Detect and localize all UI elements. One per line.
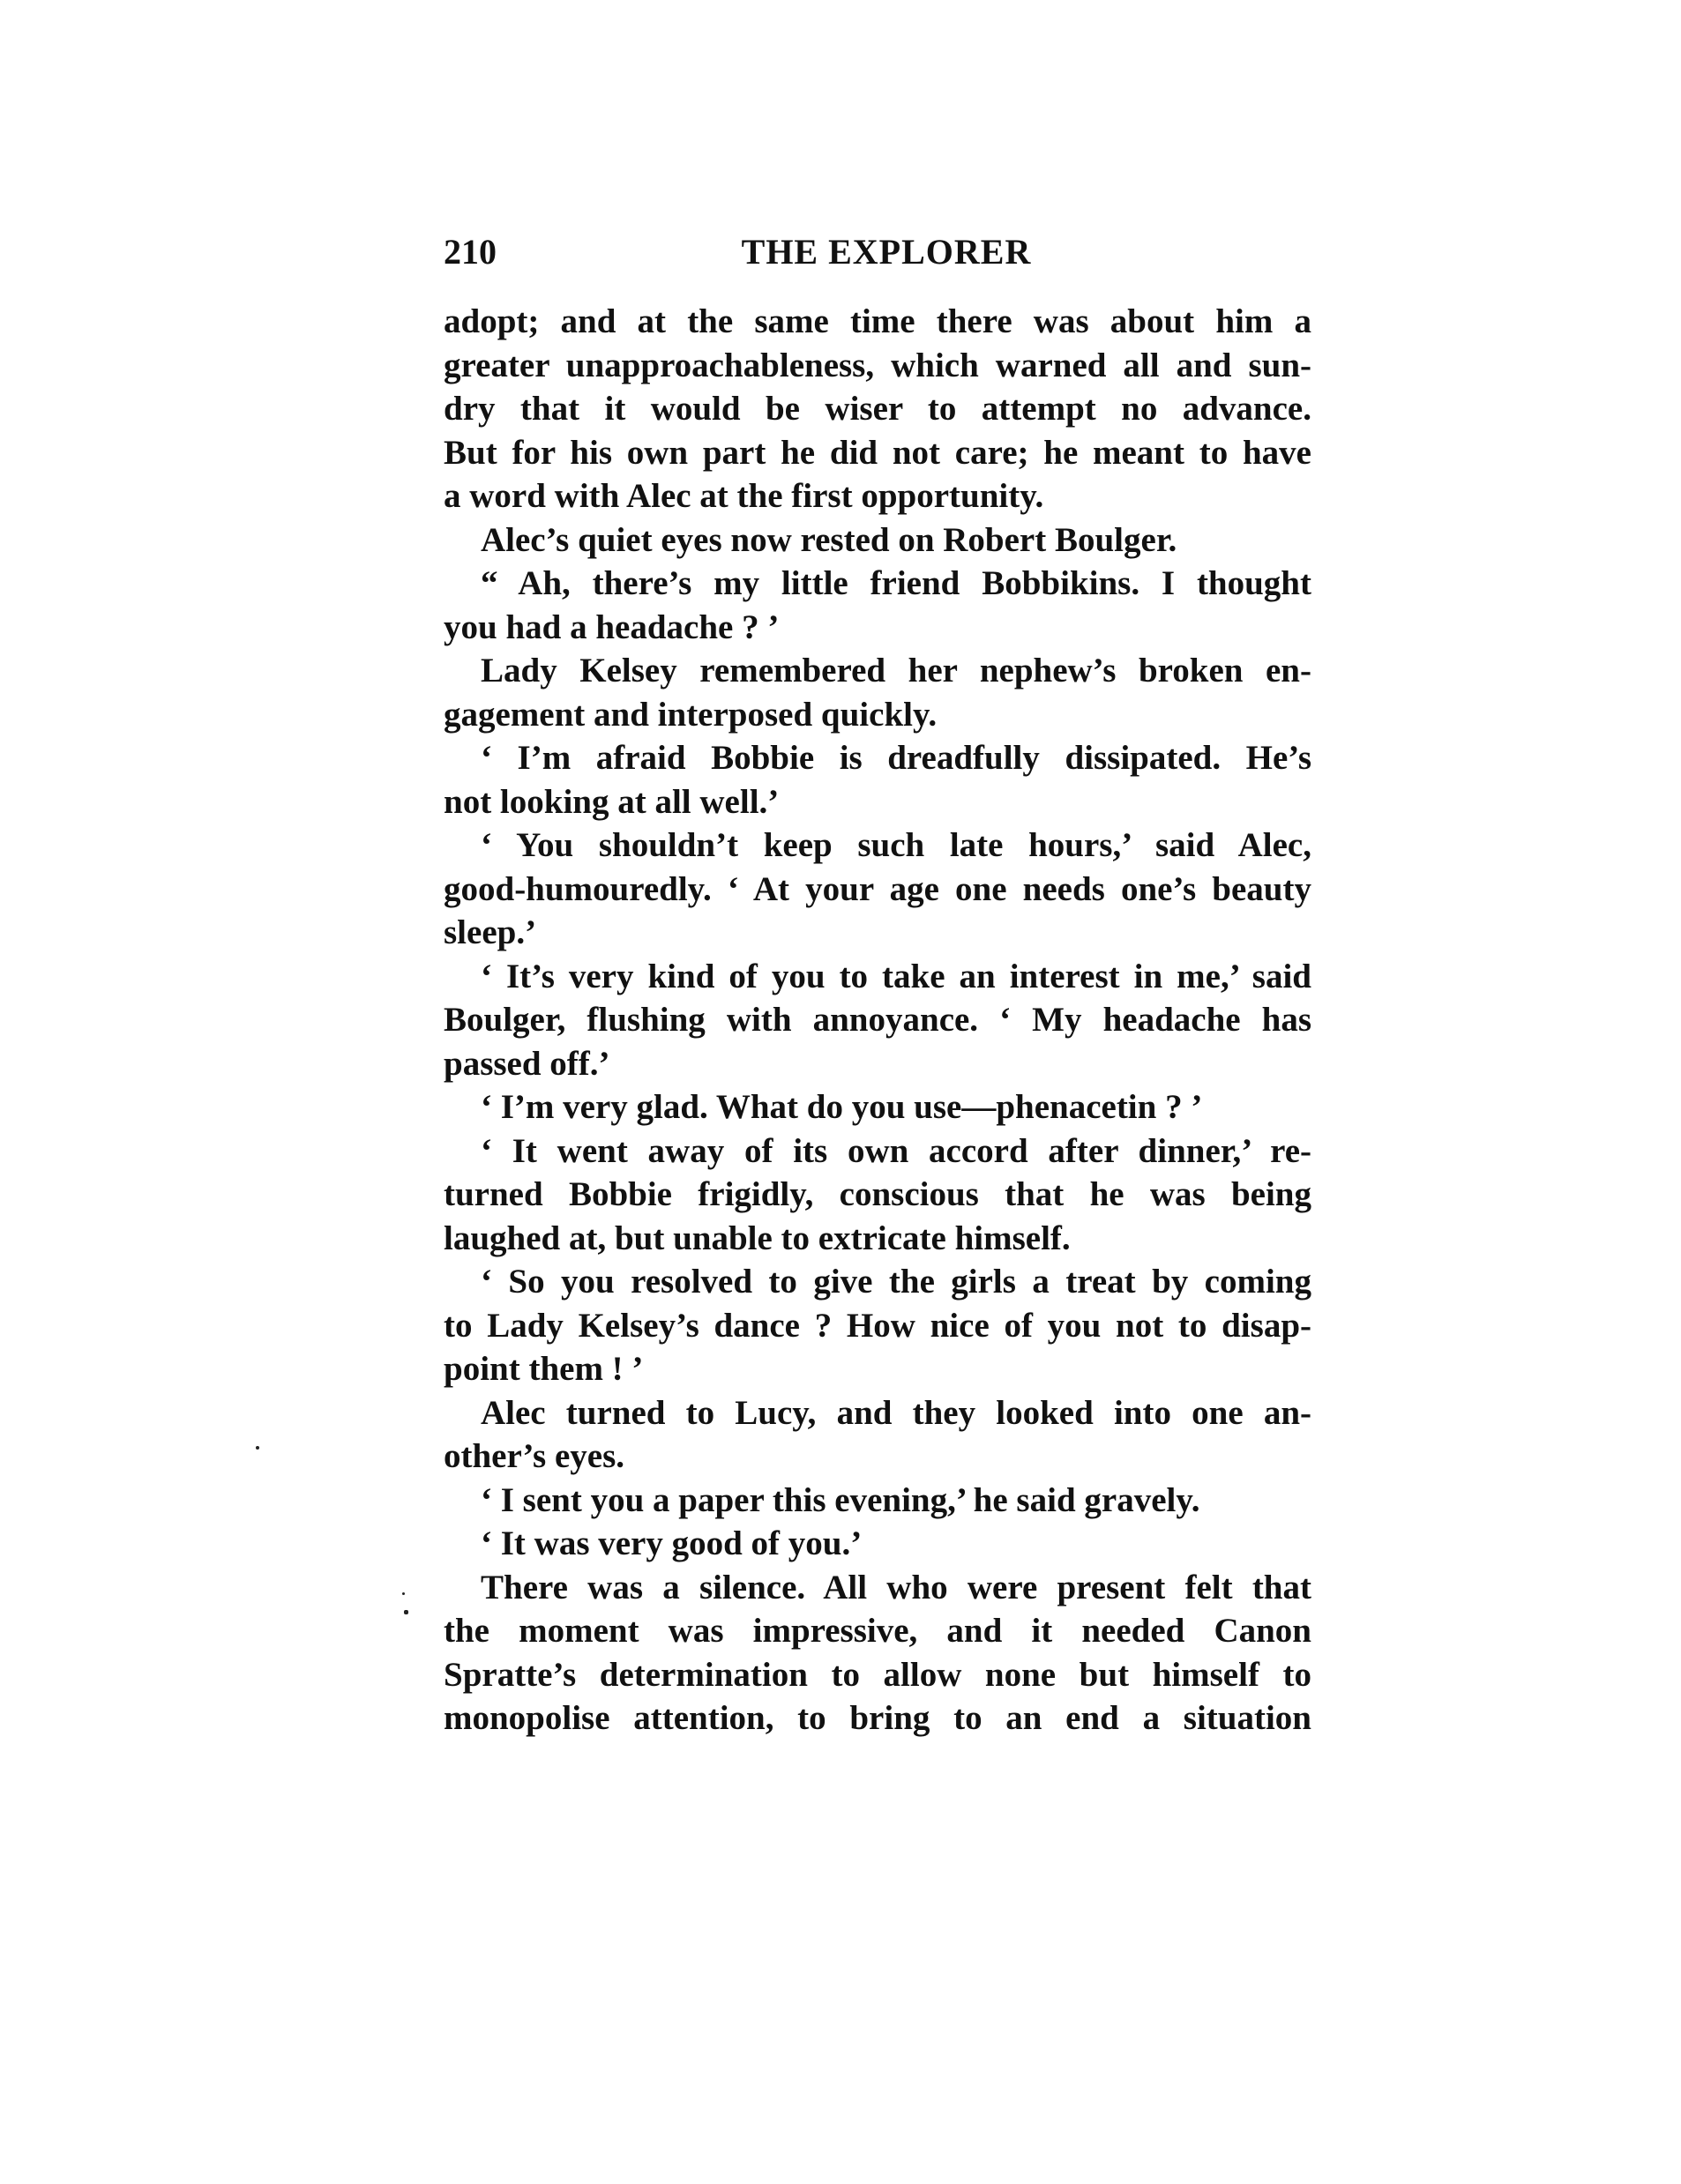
running-title: THE EXPLORER [741, 232, 1032, 272]
text-line: point them ! ’ [444, 1350, 644, 1388]
text-line: monopolise attention, to bring to an end a situation [444, 1699, 1311, 1737]
text-line: turned Bobbie frigidly, conscious that he was being [444, 1175, 1311, 1213]
running-header [444, 231, 1311, 275]
text-line: other’s eyes. [444, 1437, 625, 1475]
text-line: greater unapproachableness, which warned all and sun- [444, 346, 1311, 384]
text-line: a word with Alec at the first opportunity. [444, 477, 1044, 515]
text-line: ‘ So you resolved to give the girls a treat by coming [481, 1263, 1311, 1301]
text-line: sleep.’ [444, 913, 537, 951]
text-line: passed off.’ [444, 1044, 610, 1083]
text-line: Alec turned to Lucy, and they looked into one an- [481, 1393, 1311, 1432]
text-line: ‘ It’s very kind of you to take an interest in me,’ said [481, 957, 1311, 995]
text-line: not looking at all well.’ [444, 782, 780, 821]
text-line: ‘ It was very good of you.’ [481, 1524, 863, 1562]
text-line: “ Ah, there’s my little friend Bobbikins. I thought [481, 564, 1311, 602]
text-line: laughed at, but unable to extricate himself. [444, 1219, 1071, 1257]
text-line: Alec’s quiet eyes now rested on Robert Boulger. [481, 520, 1177, 559]
text-line: Spratte’s determination to allow none but himself to [444, 1655, 1311, 1694]
page-number: 210 [444, 232, 497, 272]
text-line: Boulger, flushing with annoyance. ‘ My headache has [444, 1001, 1311, 1039]
scan-speck [256, 1446, 259, 1450]
text-line: adopt; and at the same time there was about him a [444, 302, 1311, 340]
text-line: ‘ You shouldn’t keep such late hours,’ said Alec, [481, 826, 1311, 864]
text-line: But for his own part he did not care; he meant to have [444, 433, 1311, 472]
scan-speck [404, 1610, 408, 1614]
text-line: good-humouredly. ‘ At your age one needs one’s beauty [444, 869, 1311, 908]
scan-speck [402, 1592, 405, 1595]
text-line: There was a silence. All who were present felt that [481, 1568, 1311, 1606]
text-line: dry that it would be wiser to attempt no advance. [444, 390, 1311, 428]
text-line: ‘ I’m afraid Bobbie is dreadfully dissipated. He’s [481, 739, 1311, 777]
text-line: Lady Kelsey remembered her nephew’s broken en- [481, 652, 1311, 689]
text-line: ‘ I’m very glad. What do you use—phenacetin ? ’ [481, 1088, 1203, 1126]
text-line: to Lady Kelsey’s dance ? How nice of you not to disap- [444, 1306, 1311, 1345]
text-line: you had a headache ? ’ [444, 607, 780, 646]
text-line: ‘ I sent you a paper this evening,’ he said gravely. [481, 1480, 1200, 1519]
page-body [444, 300, 1311, 1740]
text-line: the moment was impressive, and it needed Canon [444, 1612, 1311, 1650]
text-line: ‘ It went away of its own accord after dinner,’ re- [481, 1131, 1311, 1170]
text-line: gagement and interposed quickly. [444, 695, 938, 734]
